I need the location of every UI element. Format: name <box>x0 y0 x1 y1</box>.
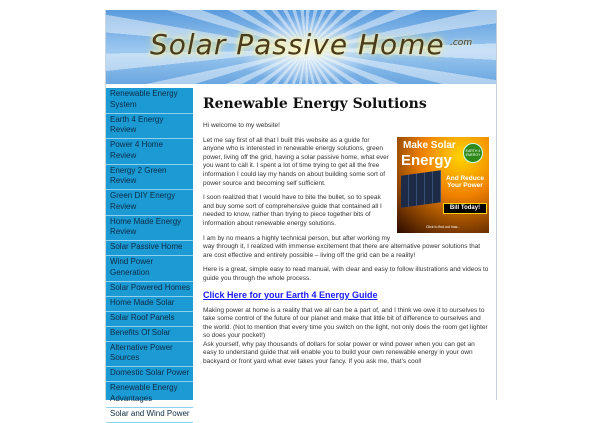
site-logo-suffix: .com <box>450 38 473 48</box>
site-logo[interactable]: Solar Passive Home <box>150 28 445 61</box>
sidebar-item-solar-passive-home[interactable]: Solar Passive Home <box>106 241 193 256</box>
ad-cta-label: Bill Today! <box>443 203 487 214</box>
manual-paragraph: Here is a great, simple easy to read manual, with clear and easy to follow illustrations and videos to guide you through the whole process. <box>203 266 489 282</box>
sidebar-nav <box>106 88 193 418</box>
ask-yourself-paragraph: Ask yourself, why pay thousands of dollars for solar power or wind power when you can get an easy to understand guide that will enable you to build your own renewable energy in your own backyard or front yard what ever takes your fancy. If you ask me, that's cool! <box>203 340 475 366</box>
earth-4-energy-badge-icon: EARTH 4 ENERGY <box>463 143 483 163</box>
sidebar-item-earth-4-energy-review[interactable]: Earth 4 Energy Review <box>106 114 193 140</box>
page-title: Renewable Energy Solutions <box>203 96 427 112</box>
welcome-text: Hi welcome to my website! <box>203 122 280 129</box>
ad-click-text: Click to find out how... <box>425 224 461 229</box>
main-content <box>203 88 489 400</box>
ad-headline-energy: Energy <box>401 151 452 169</box>
page-wrapper <box>105 10 497 418</box>
earth-4-energy-guide-link[interactable]: Click Here for your Earth 4 Energy Guide <box>203 289 378 300</box>
ad-subheadline: And Reduce Your Power <box>446 174 484 190</box>
sidebar-item-home-made-solar[interactable]: Home Made Solar <box>106 297 193 312</box>
sidebar-item-solar-and-wind-power[interactable]: Solar and Wind Power <box>106 408 193 423</box>
ad-headline: Make Solar <box>403 139 456 151</box>
realized-paragraph: I soon realized that I would have to bite the bullet, so to speak and buy some sort of comprehensive guide that contained all I needed to know, rather than trying to piece together bits of information about renewable energy solutions. <box>203 194 382 227</box>
sidebar-item-wind-power-generation[interactable]: Wind Power Generation <box>106 256 193 282</box>
intro-paragraph: Let me say first of all that I built this website as a guide for anyone who is interested in renewable energy solutions, green power, living off the grid, having a solar passive home, what ever you want to call it. I spent a lot of time trying to get all the free information I could lay my hands on about building some sort of power source and becoming self sufficient. <box>203 136 389 187</box>
sidebar-item-solar-powered-homes[interactable]: Solar Powered Homes <box>106 282 193 297</box>
sidebar-item-home-made-energy-review[interactable]: Home Made Energy Review <box>106 216 193 242</box>
site-header[interactable] <box>106 10 496 84</box>
sidebar-item-power-4-home-review[interactable]: Power 4 Home Review <box>106 139 193 165</box>
sidebar-item-domestic-solar-power[interactable]: Domestic Solar Power <box>106 367 193 382</box>
solar-panel-icon <box>401 170 441 208</box>
sidebar-item-energy-2-green-review[interactable]: Energy 2 Green Review <box>106 165 193 191</box>
sidebar-item-benefits-of-solar[interactable]: Benefits Of Solar <box>106 327 193 342</box>
sidebar-item-green-diy-energy-review[interactable]: Green DIY Energy Review <box>106 190 193 216</box>
sidebar-item-alternative-power-sources[interactable]: Alternative Power Sources <box>106 342 193 368</box>
make-solar-energy-ad-banner[interactable] <box>397 137 489 233</box>
making-power-paragraph: Making power at home is a reality that we all can be a part of, and I think we owe it to ourselves to take some control of the future of our planet and make that little bit of difference to ourselves and the world. (Not to mention that every time you switch on the light, not only does the room get lighter so does your pocket!) <box>203 306 488 340</box>
sidebar-item-renewable-energy-advantages[interactable]: Renewable Energy Advantages <box>106 382 193 408</box>
sidebar-item-solar-roof-panels[interactable]: Solar Roof Panels <box>106 312 193 327</box>
not-technical-paragraph: I am by no means a highly technical person, but after working my way through it, I realized with immense excitement that there are alternative power solutions that are cost effective and entirely possible – living off the grid can be a reality! <box>203 234 481 259</box>
sidebar-item-renewable-energy-system[interactable]: Renewable Energy System <box>106 88 193 114</box>
